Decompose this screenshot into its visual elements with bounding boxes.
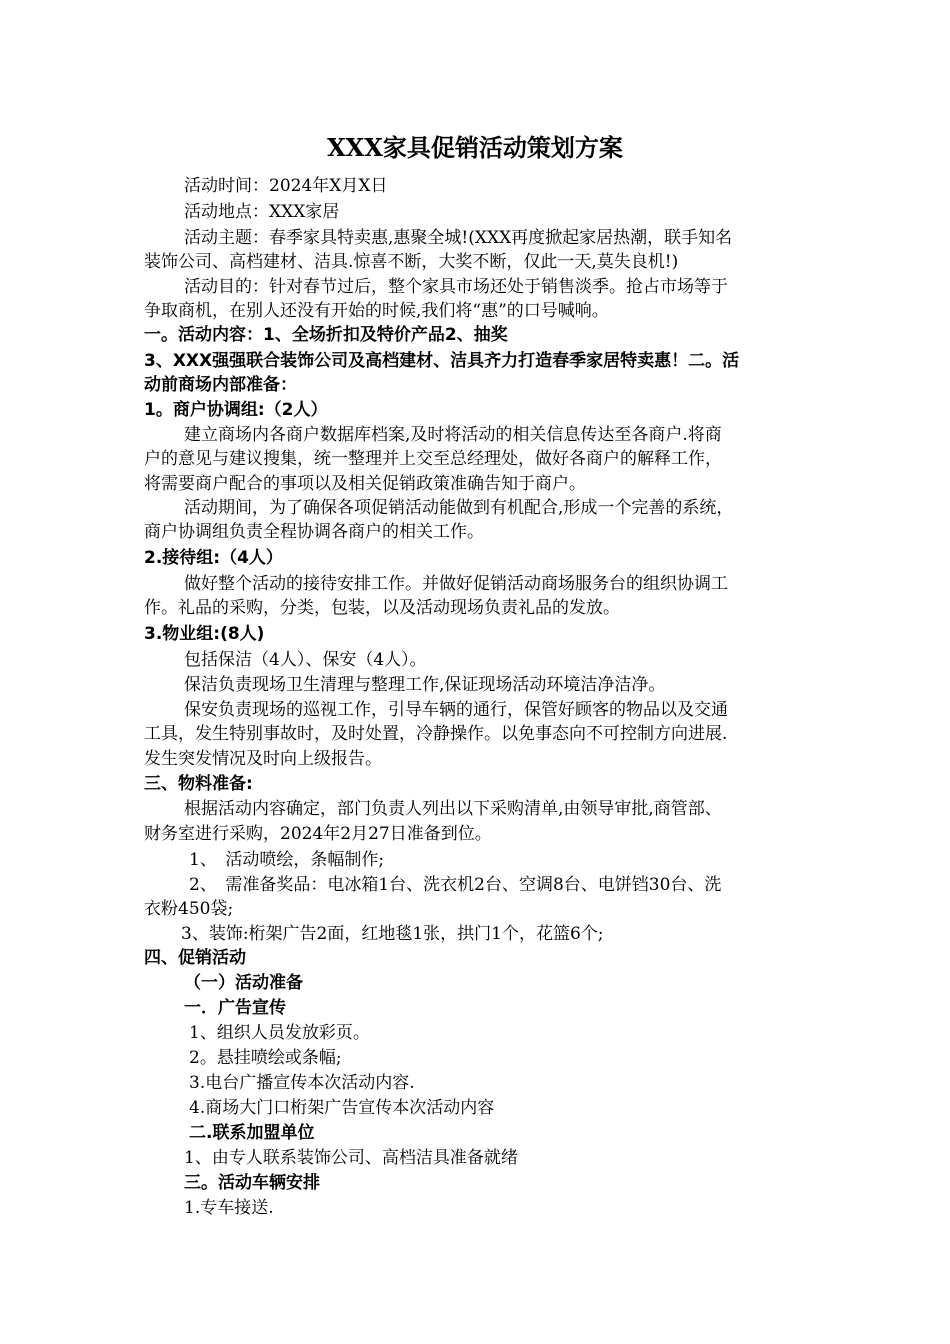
paragraph-line: 发生突发情况及时向上级报告。 [144, 749, 382, 769]
paragraph-line: 将需要商户配合的事项以及相关促销政策准确告知于商户。 [144, 474, 586, 494]
paragraph-line: 保安负责现场的巡视工作，引导车辆的通行，保管好顾客的物品以及交通 [184, 700, 728, 720]
activity-theme-cont: 装饰公司、高档建材、洁具.惊喜不断，大奖不断，仅此一天,莫失良机!) [144, 252, 679, 272]
list-item: 1、组织人员发放彩页。 [189, 1023, 370, 1043]
subheading-preparation: （一）活动准备 [184, 973, 303, 993]
paragraph-line: 商户协调组负责全程协调各商户的相关工作。 [144, 522, 484, 542]
paragraph-line: 财务室进行采购，2024年2月27日准备到位。 [144, 824, 492, 844]
paragraph-line: 活动期间，为了确保各项促销活动能做到有机配合,形成一个完善的系统， [184, 498, 734, 518]
subheading-property-group: 3.物业组:(8人) [144, 624, 265, 644]
paragraph-line: 建立商场内各商户数据库档案,及时将活动的相关信息传达至各商户.将商 [184, 425, 722, 445]
list-item: 2。悬挂喷绘或条幅; [189, 1048, 342, 1068]
list-item: 1、 活动喷绘，条幅制作; [189, 850, 385, 870]
section-heading-3: 三、物料准备: [144, 774, 253, 794]
subheading-reception-group: 2.接待组:（4人） [144, 548, 283, 568]
activity-purpose: 活动目的：针对春节过后，整个家具市场还处于销售淡季。抢占市场等于 [184, 277, 728, 297]
list-item: 1.专车接送. [184, 1198, 274, 1218]
document-title: XXX家具促销活动策划方案 [327, 133, 623, 162]
subheading-franchise-units: 二.联系加盟单位 [189, 1123, 315, 1143]
paragraph-line: 做好整个活动的接待安排工作。并做好促销活动商场服务台的组织协调工 [184, 574, 728, 594]
section-heading-1-cont: 3、XXX强强联合装饰公司及高档建材、洁具齐力打造春季家居特卖惠！二。活 [144, 351, 740, 371]
subheading-merchant-group: 1。商户协调组:（2人） [144, 400, 328, 420]
paragraph-line: 作。礼品的采购，分类，包装，以及活动现场负责礼品的发放。 [144, 598, 620, 618]
activity-location: 活动地点：XXX家居 [184, 202, 340, 222]
list-item: 1、由专人联系装饰公司、高档洁具准备就绪 [184, 1148, 518, 1168]
paragraph-line: 包括保洁（4人）、保安（4人）。 [184, 650, 427, 670]
paragraph-line: 工具，发生特别事故时，及时处置，冷静操作。以免事态向不可控制方向进展. [144, 724, 728, 744]
list-item-cont: 衣粉450袋; [144, 899, 234, 919]
section-heading-2: 动前商场内部准备： [144, 375, 297, 395]
section-heading-4: 四、促销活动 [144, 948, 246, 968]
paragraph-line: 根据活动内容确定，部门负责人列出以下采购清单,由领导审批,商管部、 [184, 799, 722, 819]
list-item: 3、装饰:桁架广告2面，红地毯1张，拱门1个，花篮6个; [181, 924, 604, 944]
activity-theme: 活动主题：春季家具特卖惠,惠聚全城!(XXX再度掀起家居热潮，联手知名 [184, 228, 733, 248]
section-heading-1: 一。活动内容：1、全场折扣及特价产品2、抽奖 [144, 325, 508, 345]
subheading-vehicles: 三。活动车辆安排 [184, 1173, 320, 1193]
list-item: 2、 需准备奖品：电冰箱1台、洗衣机2台、空调8台、电饼铛30台、洗 [189, 875, 722, 895]
activity-purpose-cont: 争取商机，在别人还没有开始的时候,我们将“惠”的口号喊响。 [144, 301, 609, 321]
paragraph-line: 户的意见与建议搜集，统一整理并上交至总经理处，做好各商户的解释工作， [144, 449, 722, 469]
activity-time: 活动时间：2024年X月X日 [184, 176, 388, 196]
list-item: 4.商场大门口桁架广告宣传本次活动内容 [189, 1098, 495, 1118]
paragraph-line: 保洁负责现场卫生清理与整理工作,保证现场活动环境洁净洁净。 [184, 675, 666, 695]
list-item: 3.电台广播宣传本次活动内容. [189, 1073, 415, 1093]
subheading-advertising: 一．广告宣传 [184, 998, 286, 1018]
